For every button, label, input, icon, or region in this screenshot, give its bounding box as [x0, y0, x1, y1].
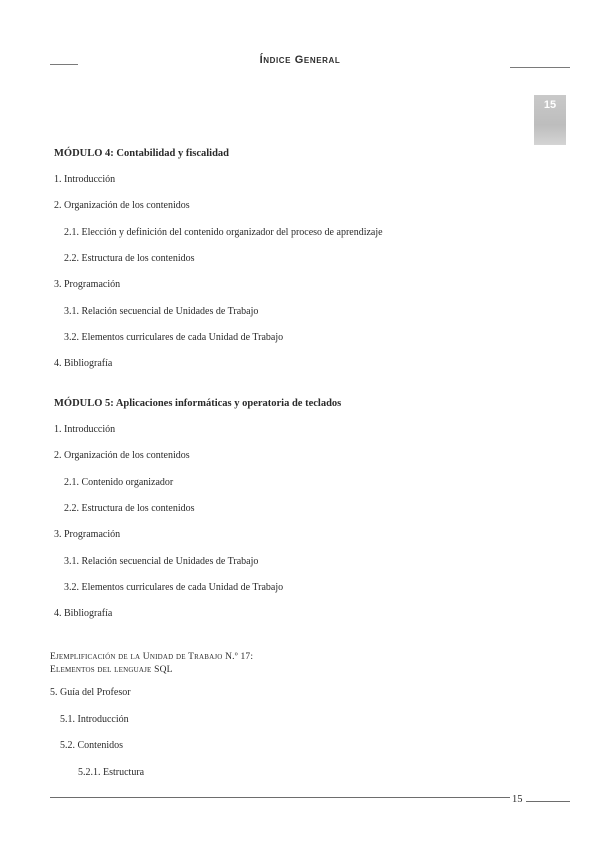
toc-entry: 2.2. Estructura de los contenidos [64, 253, 195, 264]
toc-entry: 3.2. Elementos curriculares de cada Unidad de Trabajo [64, 582, 284, 593]
module-4-heading: MÓDULO 4: Contabilidad y fiscalidad [54, 148, 230, 159]
running-header-title: Índice General [259, 54, 341, 66]
footer-rule-right [526, 801, 570, 802]
toc-entry: 2.1. Contenido organizador [64, 477, 174, 488]
toc-entry: 2. Organización de los contenidos [54, 200, 190, 211]
page-tab-number: 15 [543, 99, 557, 111]
page-tab [534, 95, 566, 145]
toc-entry: 5.2.1. Estructura [78, 767, 145, 778]
example-title-line-1: Ejemplificación de la Unidad de Trabajo N.º 17: [50, 652, 254, 662]
toc-entry: 3.1. Relación secuencial de Unidades de Trabajo [64, 556, 259, 567]
toc-entry: 3.2. Elementos curriculares de cada Unidad de Trabajo [64, 332, 284, 343]
toc-entry: 5. Guía del Profesor [50, 687, 131, 698]
footer-rule [50, 797, 510, 798]
toc-entry: 1. Introducción [54, 174, 116, 185]
toc-entry: 3.1. Relación secuencial de Unidades de Trabajo [64, 306, 259, 317]
toc-entry: 2. Organización de los contenidos [54, 450, 190, 461]
toc-entry: 1. Introducción [54, 424, 116, 435]
example-title-line-2: Elementos del lenguaje SQL [50, 665, 173, 675]
toc-entry: 3. Programación [54, 279, 121, 290]
toc-entry: 5.2. Contenidos [60, 740, 124, 751]
toc-entry: 5.1. Introducción [60, 714, 129, 725]
module-5-heading: MÓDULO 5: Aplicaciones informáticas y operatoria de teclados [54, 398, 342, 409]
toc-entry: 3. Programación [54, 529, 121, 540]
page-number: 15 [512, 794, 523, 805]
toc-entry: 2.1. Elección y definición del contenido organizador del proceso de aprendizaje [64, 227, 383, 238]
toc-entry: 4. Bibliografía [54, 358, 113, 369]
toc-entry: 4. Bibliografía [54, 608, 113, 619]
toc-entry: 2.2. Estructura de los contenidos [64, 503, 195, 514]
header-rule-right [510, 67, 570, 68]
